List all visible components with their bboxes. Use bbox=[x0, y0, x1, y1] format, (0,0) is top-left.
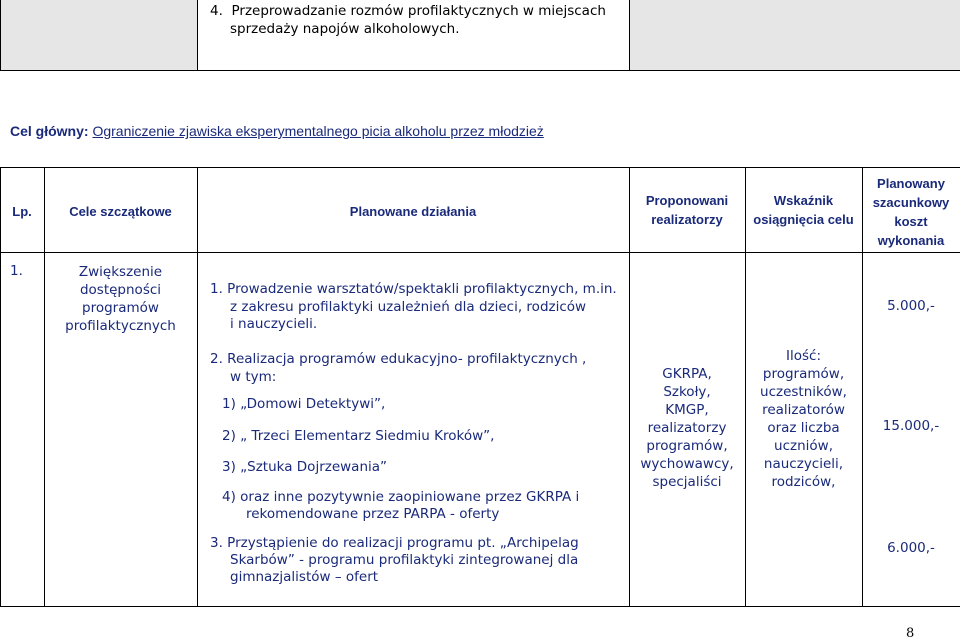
col-divider-2 bbox=[197, 167, 198, 607]
top-row-bottom-border bbox=[0, 70, 960, 71]
top-row-gray-cell-right bbox=[629, 0, 960, 70]
action-2-program-2: 2) „ Trzeci Elementarz Siedmiu Kroków”, bbox=[222, 428, 495, 444]
row-wskaznik: Ilość: programów, uczestników, realizatorów oraz liczba uczniów, nauczycieli, rodziców, bbox=[760, 348, 847, 490]
action-3-line2: Skarbów” - programu profilaktyki zintegrowanej dla bbox=[230, 552, 579, 568]
table-left-border bbox=[0, 167, 1, 607]
action-2-line1: 2. Realizacja programów edukacyjno- profilaktycznych , bbox=[210, 351, 587, 367]
page-number: 8 bbox=[906, 626, 915, 641]
main-goal-text: Ograniczenie zjawiska eksperymentalnego picia alkoholu przez młodzież bbox=[92, 123, 544, 139]
header-bottom-border bbox=[0, 252, 960, 253]
top-row-text-line1: 4. Przeprowadzanie rozmów profilaktycznych w miejscach bbox=[210, 3, 606, 19]
cost-action-1: 5.000,- bbox=[887, 298, 935, 314]
row-cel: Zwiększenie dostępności programów profilaktycznych bbox=[65, 264, 176, 334]
top-row-text-line2: sprzedaży napojów alkoholowych. bbox=[230, 21, 460, 37]
top-row-divider-1 bbox=[197, 0, 198, 70]
top-row-gray-cell bbox=[0, 0, 197, 70]
action-1-line1: 1. Prowadzenie warsztatów/spektakli profilaktycznych, m.in. bbox=[210, 281, 617, 297]
cost-action-2: 15.000,- bbox=[882, 418, 940, 434]
cost-action-3: 6.000,- bbox=[887, 540, 935, 556]
header-planowane: Planowane działania bbox=[349, 204, 477, 219]
row-realizatorzy: GKRPA, Szkoły, KMGP, realizatorzy programów, wychowawcy, specjaliści bbox=[640, 366, 734, 490]
action-2-program-1: 1) „Domowi Detektywi”, bbox=[222, 396, 386, 412]
action-2-program-4-line1: 4) oraz inne pozytywnie zaopiniowane przez GKRPA i bbox=[222, 489, 580, 505]
action-2-line2: w tym: bbox=[230, 369, 277, 385]
col-divider-1 bbox=[44, 167, 45, 607]
action-1-line2: z zakresu profilaktyki uzależnień dla dzieci, rodziców bbox=[230, 299, 587, 315]
header-koszt: Planowany szacunkowy koszt wykonania bbox=[872, 176, 950, 248]
header-realizatorzy: Proponowani realizatorzy bbox=[645, 193, 729, 227]
top-row-left-border bbox=[0, 0, 1, 70]
action-2-program-3: 3) „Sztuka Dojrzewania” bbox=[222, 459, 388, 475]
action-1-line3: i nauczycieli. bbox=[230, 316, 318, 332]
main-goal bbox=[10, 123, 544, 140]
row-lp: 1. bbox=[10, 263, 23, 279]
main-goal-label: Cel główny: bbox=[10, 123, 89, 139]
header-cele: Cele szczątkowe bbox=[69, 204, 172, 219]
action-3-line3: gimnazjalistów – ofert bbox=[230, 569, 379, 585]
action-3-line1: 3. Przystąpienie do realizacji programu pt. „Archipelag bbox=[210, 535, 579, 551]
header-lp: Lp. bbox=[12, 204, 32, 219]
top-row-divider-2 bbox=[629, 0, 630, 70]
table-top-border bbox=[0, 167, 960, 168]
action-2-program-4-line2: rekomendowane przez PARPA - oferty bbox=[246, 506, 500, 522]
table-bottom-border bbox=[0, 606, 960, 607]
header-wskaznik: Wskaźnik osiągnięcia celu bbox=[753, 193, 854, 227]
